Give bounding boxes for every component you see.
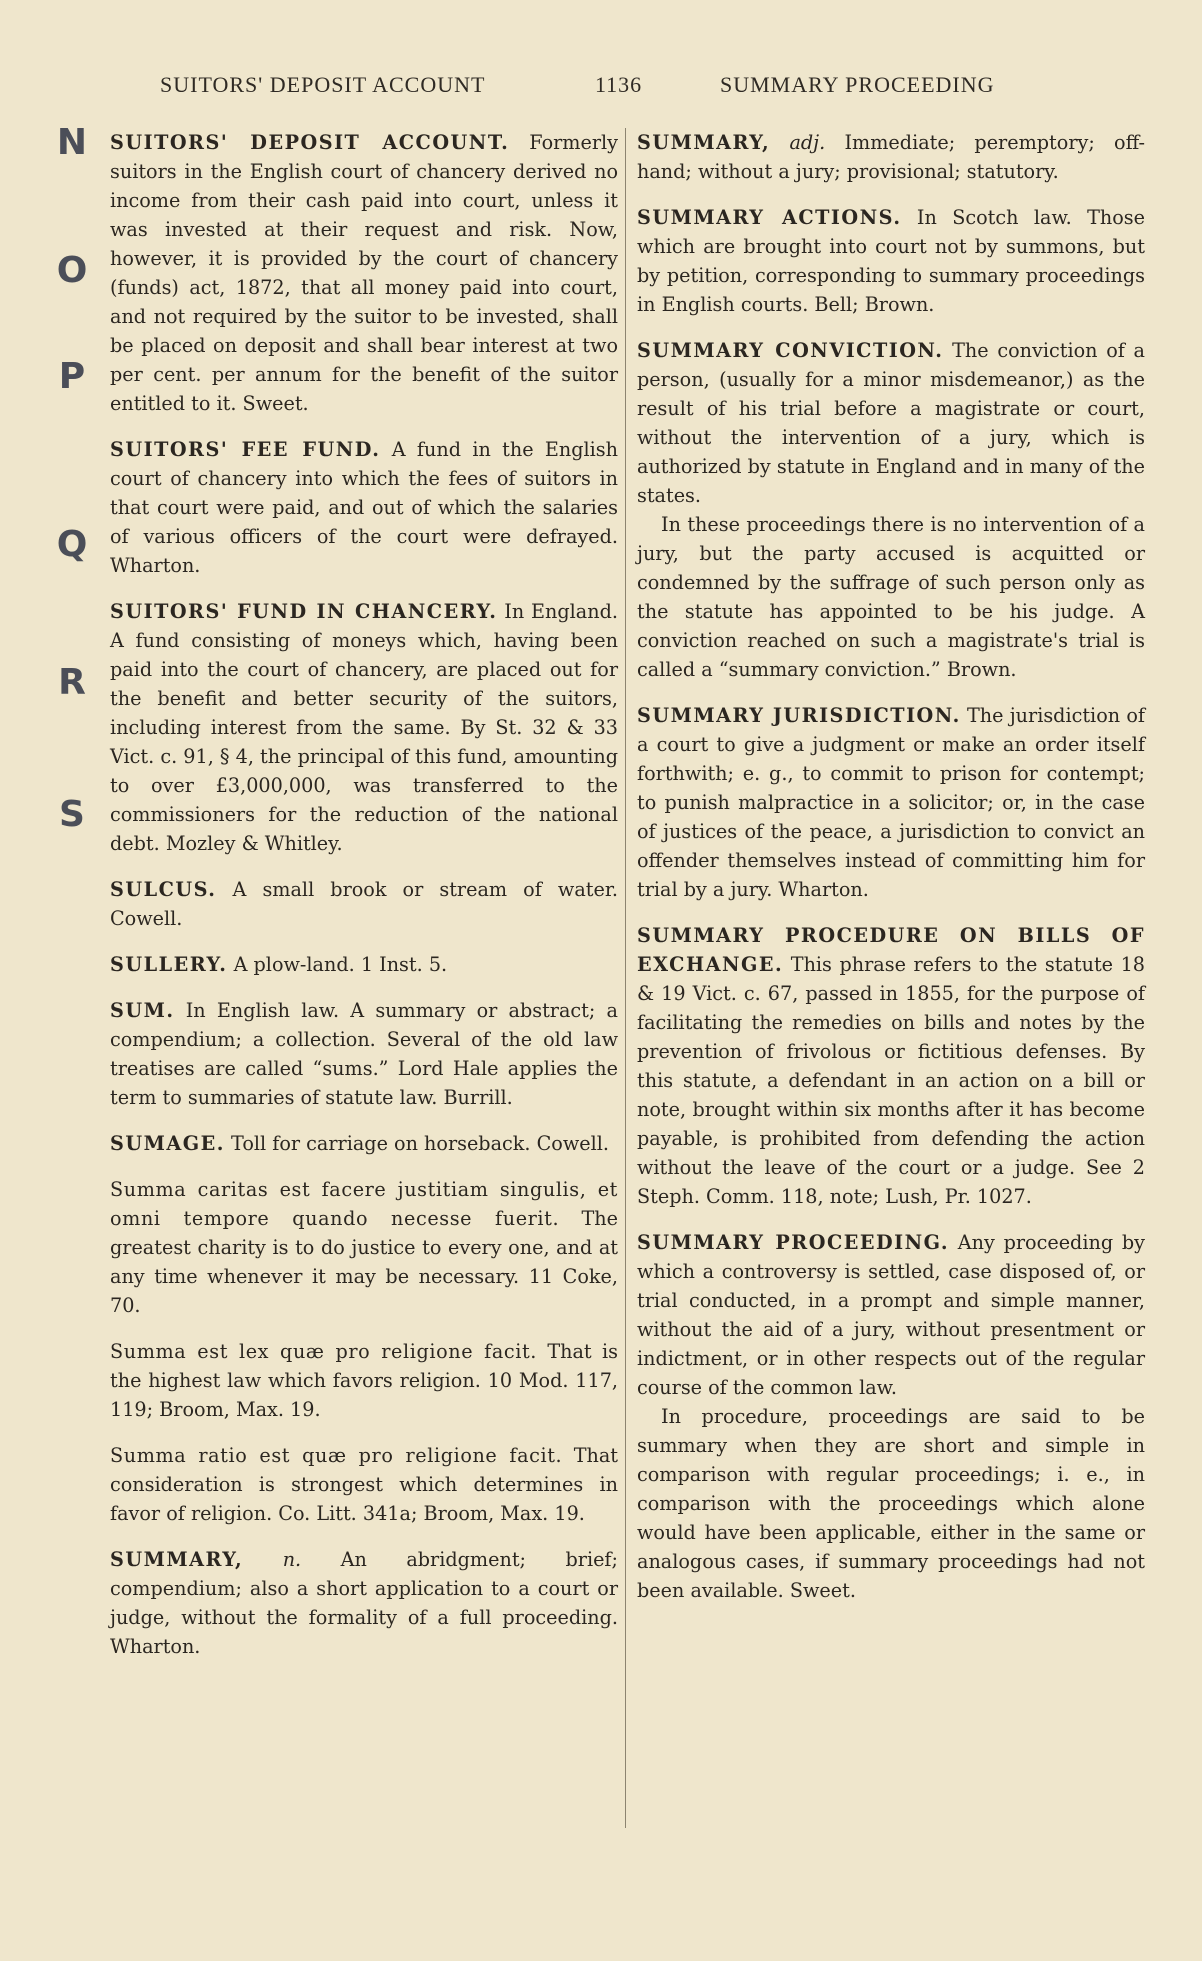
entry-maxim-summa-est-lex [110, 1337, 618, 1424]
thumb-index-letter-n[interactable]: N [56, 122, 88, 163]
entry-headword: SUMMARY PROCEEDING. [637, 1231, 949, 1254]
entry-headword: SUMMARY, [637, 131, 771, 154]
entry-definition: A plow-land. 1 Inst. 5. [227, 953, 448, 976]
entry-suitors-fee-fund [110, 435, 618, 580]
entry-definition: That consideration is strongest which determines in favor of religion. Co. Litt. 341a; Broom, Max. 19. [110, 1444, 619, 1525]
entry-definition: Toll for carriage on horseback. Cowell. [224, 1132, 609, 1155]
entry-summary-procedure-bills [637, 921, 1145, 1211]
right-column [637, 128, 1145, 1622]
left-column [110, 128, 618, 1678]
entry-suitors-deposit-account [110, 128, 618, 418]
entry-definition: A fund in the English court of chancery into which the fees of suitors in that court were paid, and out of which the salaries of various officers of the court were defrayed. Wharton. [110, 438, 619, 577]
entry-headword: SUMMARY JURISDICTION. [637, 704, 961, 727]
thumb-index-letter-q[interactable]: Q [56, 524, 88, 565]
column-divider [625, 128, 626, 1828]
entry-headword: Summa ratio est quæ pro religione facit. [110, 1444, 563, 1467]
entry-headword: SUMMARY ACTIONS. [637, 206, 902, 229]
entry-definition: Any proceeding by which a controversy is settled, case disposed of, or trial conducted, in a prompt and simple manner, without the aid of a jury, without presentment or indictment, or in other respects out of the regular course of the common law. [637, 1231, 1145, 1399]
entry-headword: SUMAGE. [110, 1132, 225, 1155]
entry-summary-proceeding [637, 1228, 1145, 1605]
entry-definition: This phrase refers to the statute 18 & 19 Vict. c. 67, passed in 1855, for the purpose of facilitating the remedies on bills and notes by the prevention of frivolous or fictitious defenses. By this statute, a defendant in an action on a bill or note, brought within six months after it has become payable, is prohibited from defending the action without the leave of the court or a judge. See 2 Steph. Comm. 118, note; Lush, Pr. 1027. [637, 953, 1145, 1208]
entry-headword: SUMMARY, [110, 1548, 244, 1571]
header-left-guideword: SUITORS' DEPOSIT ACCOUNT [160, 72, 486, 97]
entry-definition: An abridgment; brief; compendium; also a short application to a court or judge, without the formality of a full proceeding. Wharton. [110, 1548, 618, 1658]
thumb-index-letter-r[interactable]: R [58, 662, 86, 703]
entry-definition: The jurisdiction of a court to give a judgment or make an order itself forthwith; e. g., to commit to prison for contempt; to punish malpractice in a solicitor; or, in the case of justices of the peace, a jurisdiction to convict an offender themselves instead of committing him for trial by a jury. Wharton. [637, 704, 1145, 901]
entry-definition: The conviction of a person, (usually for a minor misdemeanor,) as the result of his trial before a magistrate or court, without the intervention of a jury, which is authorized by statute in England and in many of the states. [637, 339, 1145, 507]
entry-definition-continued: In these proceedings there is no intervention of a jury, but the party accused is acquitted or condemned by the suffrage of such person only as the statute has appointed to be his judge. A conviction reached on such a magistrate's trial is called a “summary conviction.” Brown. [637, 513, 1145, 681]
entry-maxim-summa-ratio [110, 1441, 618, 1528]
thumb-index-letter-p[interactable]: P [58, 356, 86, 397]
entry-maxim-summa-caritas [110, 1175, 618, 1320]
entry-sumage [110, 1129, 618, 1158]
entry-headword: SUITORS' DEPOSIT ACCOUNT. [110, 131, 510, 154]
entry-suitors-fund-in-chancery [110, 597, 618, 858]
entry-headword: SUM. [110, 999, 175, 1022]
thumb-index [52, 118, 92, 878]
entry-definition: A small brook or stream of water. Cowell. [110, 878, 618, 930]
entry-headword: SUMMARY CONVICTION. [637, 339, 944, 362]
running-header [160, 72, 1060, 112]
entry-headword: SUITORS' FEE FUND. [110, 438, 381, 461]
entry-summary-conviction [637, 336, 1145, 684]
entry-definition-continued: In procedure, proceedings are said to be summary when they are short and simple in comparison with regular proceedings; i. e., in comparison with the proceedings which alone would have been applicable, either in the same or analogous cases, if summary proceedings had not been available. Sweet. [637, 1405, 1145, 1602]
entry-definition: Formerly suitors in the English court of chancery derived no income from their cash paid into court, unless it was invested at their request and risk. Now, however, it is provided by the court of chancery (funds) act, 1872, that all money paid into court, and not required by the suitor to be invested, shall be placed on deposit and shall bear interest at two per cent. per annum for the benefit of the suitor entitled to it. Sweet. [110, 131, 618, 415]
entry-headword: SULCUS. [110, 878, 217, 901]
entry-summary-actions [637, 203, 1145, 319]
entry-headword: SUITORS' FUND IN CHANCERY. [110, 600, 498, 623]
entry-definition: The greatest charity is to do justice to every one, and at any time whenever it may be necessary. 11 Coke, 70. [110, 1207, 618, 1317]
entry-definition: In Scotch law. Those which are brought into court not by summons, but by petition, corresponding to summary proceedings in English courts. Bell; Brown. [637, 206, 1145, 316]
entry-headword: SULLERY. [110, 953, 228, 976]
part-of-speech: adj. [770, 131, 826, 154]
entry-summary-noun [110, 1545, 618, 1661]
entry-sullery [110, 950, 618, 979]
thumb-index-letter-o[interactable]: O [56, 250, 88, 291]
header-right-guideword: SUMMARY PROCEEDING [720, 72, 995, 97]
entry-summary-adjective [637, 128, 1145, 186]
thumb-index-letter-s[interactable]: S [59, 794, 85, 835]
page-number: 1136 [595, 72, 643, 97]
entry-headword: Summa est lex quæ pro religione facit. [110, 1340, 537, 1363]
entry-definition: In England. A fund consisting of moneys which, having been paid into the court of chancery, are placed out for the benefit and better security of the suitors, including interest from the same. By St. 32 & 33 Vict. c. 91, § 4, the principal of this fund, amounting to over £3,000,000, was transferred to the commissioners for the reduction of the national debt. Mozley & Whitley. [110, 600, 618, 855]
entry-headword: SUMMARY PROCEDURE ON BILLS OF EXCHANGE. [637, 924, 1145, 976]
part-of-speech: n. [243, 1548, 302, 1571]
entry-sum [110, 996, 618, 1112]
entry-definition: That is the highest law which favors religion. 10 Mod. 117, 119; Broom, Max. 19. [110, 1340, 618, 1421]
entry-summary-jurisdiction [637, 701, 1145, 904]
entry-definition: Immediate; peremptory; off-hand; without a jury; provisional; statutory. [637, 131, 1146, 183]
entry-headword: Summa caritas est facere justitiam singulis, et omni tempore quando necesse fuerit. [110, 1178, 618, 1230]
entry-sulcus [110, 875, 618, 933]
entry-definition: In English law. A summary or abstract; a compendium; a collection. Several of the old law treatises are called “sums.” Lord Hale applies the term to summaries of statute law. Burrill. [110, 999, 618, 1109]
